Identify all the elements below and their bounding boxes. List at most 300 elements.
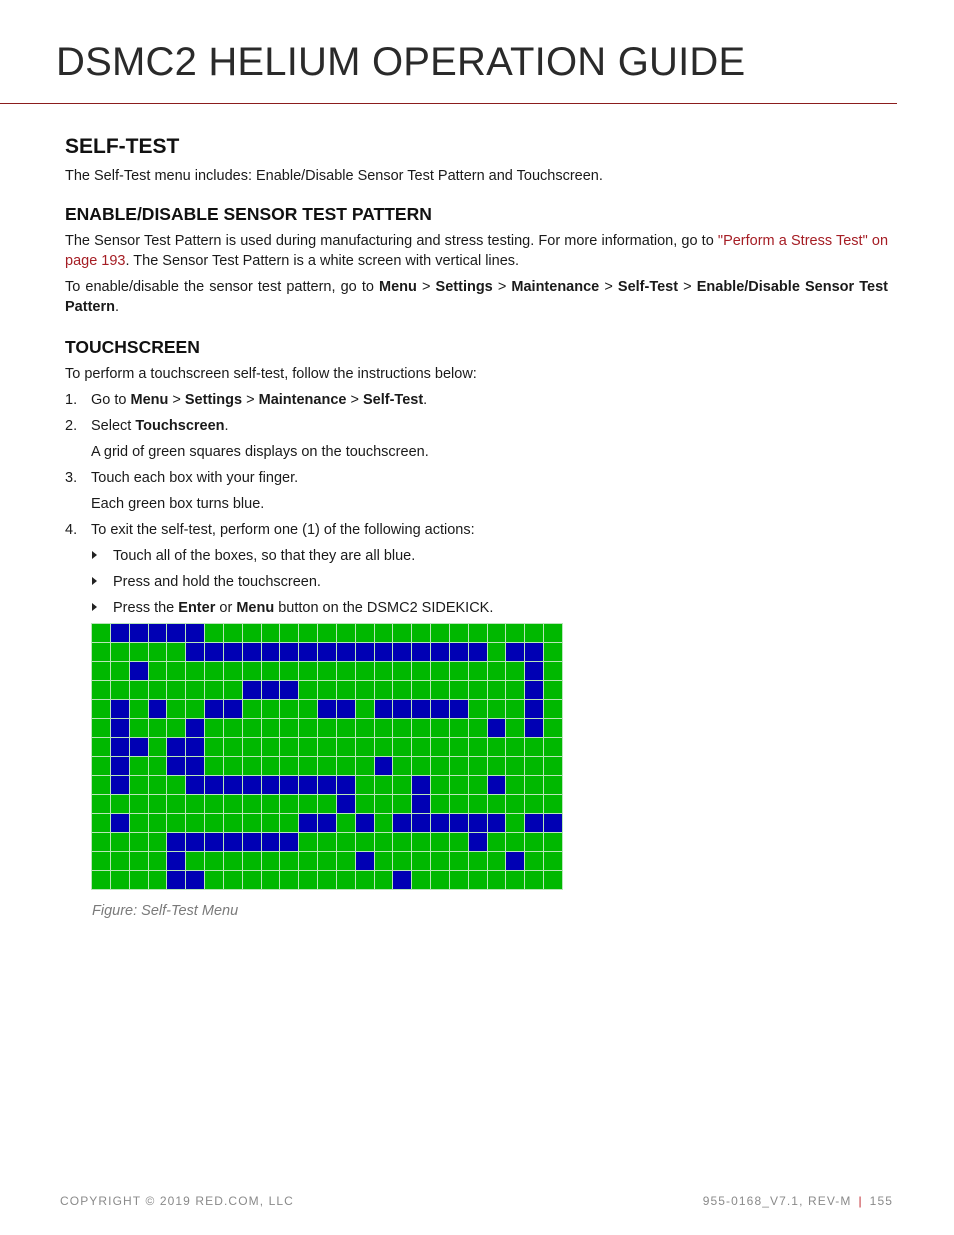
- grid-cell-green: [130, 681, 148, 699]
- grid-cell-blue: [469, 833, 487, 851]
- grid-cell-blue: [167, 757, 185, 775]
- grid-cell-green: [450, 757, 468, 775]
- self-test-grid-figure: [91, 623, 563, 890]
- path-separator: >: [172, 392, 181, 408]
- grid-cell-blue: [393, 814, 411, 832]
- grid-cell-green: [450, 624, 468, 642]
- grid-cell-green: [393, 719, 411, 737]
- grid-cell-green: [488, 833, 506, 851]
- grid-cell-blue: [450, 814, 468, 832]
- grid-cell-green: [149, 871, 167, 889]
- grid-cell-green: [92, 776, 110, 794]
- grid-cell-blue: [149, 700, 167, 718]
- grid-cell-green: [130, 852, 148, 870]
- sensor-pattern-paragraph-2: [65, 277, 888, 317]
- grid-cell-green: [412, 852, 430, 870]
- grid-cell-green: [375, 871, 393, 889]
- grid-cell-green: [205, 719, 223, 737]
- grid-cell-green: [224, 681, 242, 699]
- grid-cell-green: [506, 776, 524, 794]
- grid-cell-green: [280, 814, 298, 832]
- grid-cell-blue: [149, 624, 167, 642]
- grid-cell-green: [337, 719, 355, 737]
- grid-cell-green: [167, 643, 185, 661]
- grid-cell-green: [412, 871, 430, 889]
- grid-cell-green: [92, 814, 110, 832]
- grid-cell-green: [488, 624, 506, 642]
- grid-cell-green: [431, 738, 449, 756]
- grid-cell-green: [299, 757, 317, 775]
- grid-cell-green: [544, 700, 562, 718]
- grid-cell-green: [356, 871, 374, 889]
- grid-cell-green: [224, 624, 242, 642]
- grid-cell-green: [224, 738, 242, 756]
- path-separator: >: [604, 279, 613, 295]
- grid-cell-green: [92, 643, 110, 661]
- grid-cell-green: [469, 795, 487, 813]
- grid-cell-green: [111, 662, 129, 680]
- grid-cell-blue: [205, 700, 223, 718]
- grid-cell-green: [412, 662, 430, 680]
- grid-cell-green: [488, 643, 506, 661]
- step-number: 4.: [65, 522, 78, 538]
- grid-cell-blue: [243, 643, 261, 661]
- grid-cell-green: [186, 681, 204, 699]
- grid-cell-blue: [450, 700, 468, 718]
- grid-cell-green: [167, 814, 185, 832]
- grid-cell-blue: [280, 833, 298, 851]
- grid-cell-green: [299, 719, 317, 737]
- grid-cell-blue: [111, 624, 129, 642]
- grid-cell-green: [224, 795, 242, 813]
- grid-cell-blue: [130, 662, 148, 680]
- grid-cell-green: [356, 738, 374, 756]
- grid-cell-green: [205, 757, 223, 775]
- stress-test-link[interactable]: "Perform a Stress Test" on page 193: [65, 233, 889, 269]
- grid-cell-green: [488, 795, 506, 813]
- grid-cell-blue: [450, 643, 468, 661]
- grid-cell-green: [299, 700, 317, 718]
- grid-cell-green: [337, 833, 355, 851]
- grid-cell-blue: [111, 814, 129, 832]
- grid-cell-green: [544, 871, 562, 889]
- grid-cell-blue: [525, 719, 543, 737]
- grid-cell-green: [92, 833, 110, 851]
- grid-cell-green: [431, 624, 449, 642]
- grid-cell-green: [262, 795, 280, 813]
- grid-cell-green: [431, 681, 449, 699]
- step-text: Touch each box with your finger.: [91, 470, 299, 486]
- grid-cell-blue: [167, 833, 185, 851]
- grid-cell-green: [149, 757, 167, 775]
- bullet-triangle-icon: [92, 551, 97, 559]
- grid-cell-green: [262, 757, 280, 775]
- grid-cell-blue: [356, 643, 374, 661]
- section-title: SELF-TEST: [65, 135, 180, 158]
- grid-cell-blue: [280, 776, 298, 794]
- grid-cell-blue: [412, 700, 430, 718]
- grid-cell-green: [92, 681, 110, 699]
- grid-cell-blue: [469, 814, 487, 832]
- grid-cell-green: [262, 871, 280, 889]
- step-text: Go to: [91, 392, 131, 408]
- grid-cell-green: [506, 700, 524, 718]
- grid-cell-green: [375, 833, 393, 851]
- grid-cell-green: [544, 643, 562, 661]
- grid-cell-green: [205, 624, 223, 642]
- grid-cell-green: [299, 738, 317, 756]
- grid-cell-green: [299, 662, 317, 680]
- enable-disable-label: Enable/Disable Sensor Test Pattern: [65, 279, 888, 315]
- grid-cell-blue: [186, 871, 204, 889]
- maintenance-label: Maintenance: [258, 392, 347, 408]
- grid-cell-green: [224, 719, 242, 737]
- grid-cell-green: [130, 814, 148, 832]
- step-number: 3.: [65, 470, 78, 486]
- period: .: [423, 392, 428, 408]
- grid-cell-green: [469, 662, 487, 680]
- grid-cell-green: [149, 776, 167, 794]
- grid-cell-blue: [130, 738, 148, 756]
- grid-cell-blue: [393, 700, 411, 718]
- grid-cell-green: [525, 833, 543, 851]
- main-content: [65, 135, 888, 624]
- grid-cell-green: [299, 871, 317, 889]
- step-item: [65, 468, 888, 514]
- grid-cell-green: [488, 700, 506, 718]
- grid-cell-green: [337, 871, 355, 889]
- grid-cell-green: [488, 852, 506, 870]
- grid-cell-green: [506, 833, 524, 851]
- grid-cell-green: [450, 833, 468, 851]
- grid-cell-blue: [318, 643, 336, 661]
- grid-cell-blue: [525, 643, 543, 661]
- grid-cell-green: [450, 662, 468, 680]
- grid-cell-green: [149, 643, 167, 661]
- grid-cell-green: [544, 795, 562, 813]
- grid-cell-blue: [243, 776, 261, 794]
- grid-cell-green: [469, 681, 487, 699]
- grid-cell-green: [92, 700, 110, 718]
- grid-cell-green: [92, 757, 110, 775]
- grid-cell-green: [92, 738, 110, 756]
- grid-cell-green: [167, 681, 185, 699]
- grid-cell-green: [525, 871, 543, 889]
- grid-cell-green: [337, 662, 355, 680]
- grid-cell-green: [506, 814, 524, 832]
- grid-cell-green: [412, 681, 430, 699]
- grid-cell-green: [186, 852, 204, 870]
- grid-cell-green: [337, 681, 355, 699]
- touchscreen-heading: TOUCHSCREEN: [65, 337, 200, 357]
- grid-cell-green: [111, 643, 129, 661]
- grid-cell-blue: [412, 776, 430, 794]
- grid-cell-green: [318, 662, 336, 680]
- grid-cell-green: [130, 871, 148, 889]
- grid-cell-green: [488, 871, 506, 889]
- path-separator: >: [683, 279, 692, 295]
- grid-cell-blue: [431, 643, 449, 661]
- grid-cell-blue: [111, 700, 129, 718]
- path-separator: >: [497, 279, 507, 295]
- grid-cell-blue: [262, 833, 280, 851]
- grid-cell-green: [450, 719, 468, 737]
- grid-cell-green: [337, 757, 355, 775]
- grid-cell-green: [243, 757, 261, 775]
- grid-cell-green: [544, 738, 562, 756]
- grid-cell-green: [318, 624, 336, 642]
- footer-copyright: COPYRIGHT © 2019 RED.COM, LLC: [60, 1194, 294, 1208]
- grid-cell-blue: [431, 814, 449, 832]
- step-result: A grid of green squares displays on the touchscreen.: [91, 444, 429, 460]
- grid-cell-blue: [130, 624, 148, 642]
- grid-cell-green: [375, 795, 393, 813]
- grid-cell-green: [450, 681, 468, 699]
- grid-cell-green: [262, 662, 280, 680]
- grid-cell-green: [412, 738, 430, 756]
- grid-cell-green: [544, 719, 562, 737]
- grid-cell-green: [506, 871, 524, 889]
- grid-cell-green: [412, 719, 430, 737]
- grid-cell-green: [205, 795, 223, 813]
- step-result: Each green box turns blue.: [91, 496, 265, 512]
- grid-cell-blue: [299, 814, 317, 832]
- touchscreen-intro: To perform a touchscreen self-test, follow the instructions below:: [65, 366, 477, 382]
- grid-cell-green: [544, 624, 562, 642]
- grid-cell-green: [262, 738, 280, 756]
- grid-cell-green: [506, 795, 524, 813]
- grid-cell-blue: [186, 719, 204, 737]
- grid-cell-blue: [488, 814, 506, 832]
- grid-cell-green: [92, 795, 110, 813]
- maintenance-label: Maintenance: [511, 279, 600, 295]
- grid-cell-green: [280, 852, 298, 870]
- bullet-text: or: [215, 600, 237, 616]
- grid-cell-green: [469, 700, 487, 718]
- grid-cell-green: [149, 814, 167, 832]
- grid-cell-green: [488, 757, 506, 775]
- touchscreen-steps: [65, 390, 888, 618]
- title-divider: [0, 103, 897, 104]
- grid-cell-green: [431, 662, 449, 680]
- grid-cell-green: [412, 833, 430, 851]
- grid-cell-green: [393, 681, 411, 699]
- grid-cell-green: [544, 662, 562, 680]
- grid-cell-green: [431, 795, 449, 813]
- grid-cell-green: [506, 662, 524, 680]
- grid-cell-blue: [262, 681, 280, 699]
- footer-doc-info: [703, 1194, 893, 1208]
- grid-cell-blue: [337, 776, 355, 794]
- grid-cell-green: [525, 776, 543, 794]
- grid-cell-blue: [186, 776, 204, 794]
- grid-cell-green: [167, 795, 185, 813]
- path-separator: >: [246, 392, 255, 408]
- grid-cell-green: [205, 814, 223, 832]
- grid-cell-green: [375, 852, 393, 870]
- grid-cell-green: [243, 852, 261, 870]
- grid-cell-green: [431, 833, 449, 851]
- sensor-pattern-heading: ENABLE/DISABLE SENSOR TEST PATTERN: [65, 204, 432, 224]
- grid-cell-green: [92, 624, 110, 642]
- grid-cell-blue: [337, 795, 355, 813]
- grid-cell-green: [431, 776, 449, 794]
- grid-cell-green: [111, 833, 129, 851]
- grid-cell-blue: [186, 833, 204, 851]
- grid-cell-blue: [186, 738, 204, 756]
- grid-cell-green: [393, 738, 411, 756]
- grid-cell-green: [149, 681, 167, 699]
- document-id: 955-0168_V7.1, REV-M: [702, 1194, 852, 1208]
- grid-cell-blue: [224, 776, 242, 794]
- grid-cell-green: [167, 776, 185, 794]
- grid-cell-green: [375, 719, 393, 737]
- grid-cell-green: [469, 871, 487, 889]
- grid-cell-green: [262, 624, 280, 642]
- grid-cell-green: [356, 662, 374, 680]
- grid-cell-blue: [111, 776, 129, 794]
- grid-cell-green: [205, 738, 223, 756]
- grid-cell-blue: [431, 700, 449, 718]
- grid-cell-green: [318, 757, 336, 775]
- self-test-label: Self-Test: [363, 392, 424, 408]
- grid-cell-blue: [205, 833, 223, 851]
- grid-cell-blue: [356, 852, 374, 870]
- grid-cell-blue: [412, 643, 430, 661]
- grid-cell-blue: [224, 833, 242, 851]
- grid-cell-blue: [469, 643, 487, 661]
- grid-cell-blue: [186, 757, 204, 775]
- grid-cell-green: [337, 624, 355, 642]
- grid-cell-green: [280, 795, 298, 813]
- grid-cell-blue: [318, 814, 336, 832]
- grid-cell-blue: [488, 719, 506, 737]
- grid-cell-blue: [167, 624, 185, 642]
- grid-cell-blue: [243, 681, 261, 699]
- grid-cell-green: [243, 700, 261, 718]
- grid-cell-green: [299, 624, 317, 642]
- grid-cell-green: [450, 738, 468, 756]
- bullet-triangle-icon: [92, 577, 97, 585]
- grid-cell-green: [243, 662, 261, 680]
- grid-cell-green: [431, 757, 449, 775]
- grid-cell-green: [243, 624, 261, 642]
- grid-cell-green: [544, 681, 562, 699]
- grid-cell-green: [431, 852, 449, 870]
- grid-cell-green: [111, 795, 129, 813]
- grid-cell-green: [262, 852, 280, 870]
- grid-cell-green: [280, 719, 298, 737]
- grid-cell-green: [224, 662, 242, 680]
- grid-cell-blue: [224, 700, 242, 718]
- grid-cell-green: [375, 681, 393, 699]
- step-text: Select: [91, 418, 136, 434]
- grid-cell-green: [450, 852, 468, 870]
- grid-cell-blue: [525, 681, 543, 699]
- grid-cell-blue: [111, 738, 129, 756]
- step-item: [65, 416, 888, 462]
- grid-cell-green: [280, 624, 298, 642]
- grid-cell-green: [356, 700, 374, 718]
- grid-cell-green: [356, 681, 374, 699]
- grid-cell-green: [469, 776, 487, 794]
- grid-cell-blue: [393, 871, 411, 889]
- page-number: 155: [869, 1194, 893, 1208]
- grid-cell-green: [375, 814, 393, 832]
- bullet-text: Press and hold the touchscreen.: [113, 574, 321, 590]
- footer-separator: |: [858, 1194, 863, 1208]
- grid-cell-green: [375, 738, 393, 756]
- grid-cell-green: [356, 795, 374, 813]
- sensor-pattern-paragraph-1: [65, 231, 888, 271]
- grid-cell-green: [525, 624, 543, 642]
- grid-cell-green: [111, 871, 129, 889]
- grid-cell-green: [431, 719, 449, 737]
- grid-cell-green: [262, 814, 280, 832]
- paragraph-text: The Sensor Test Pattern is used during manufacturing and stress testing. For more information, go to: [65, 233, 718, 249]
- grid-cell-green: [506, 624, 524, 642]
- grid-cell-green: [318, 852, 336, 870]
- grid-cell-green: [544, 852, 562, 870]
- grid-cell-green: [412, 757, 430, 775]
- grid-cell-green: [318, 795, 336, 813]
- grid-cell-green: [450, 795, 468, 813]
- grid-cell-blue: [280, 681, 298, 699]
- grid-cell-green: [243, 795, 261, 813]
- grid-cell-green: [506, 719, 524, 737]
- grid-cell-green: [280, 700, 298, 718]
- grid-cell-green: [318, 871, 336, 889]
- grid-cell-green: [262, 719, 280, 737]
- grid-cell-blue: [412, 795, 430, 813]
- grid-cell-green: [469, 624, 487, 642]
- grid-cell-green: [488, 738, 506, 756]
- grid-cell-green: [544, 833, 562, 851]
- grid-cell-green: [488, 681, 506, 699]
- enter-label: Enter: [178, 600, 216, 616]
- grid-cell-green: [280, 871, 298, 889]
- grid-cell-green: [243, 738, 261, 756]
- grid-cell-green: [224, 814, 242, 832]
- grid-cell-blue: [299, 643, 317, 661]
- grid-cell-green: [92, 719, 110, 737]
- grid-cell-green: [393, 662, 411, 680]
- grid-cell-blue: [111, 719, 129, 737]
- section-intro: The Self-Test menu includes: Enable/Disable Sensor Test Pattern and Touchscreen.: [65, 168, 603, 184]
- grid-cell-green: [393, 757, 411, 775]
- grid-cell-blue: [506, 852, 524, 870]
- grid-cell-green: [186, 700, 204, 718]
- grid-cell-green: [469, 719, 487, 737]
- grid-cell-green: [130, 719, 148, 737]
- grid-cell-green: [318, 738, 336, 756]
- grid-cell-green: [393, 795, 411, 813]
- grid-cell-green: [506, 738, 524, 756]
- grid-cell-blue: [318, 776, 336, 794]
- grid-cell-green: [450, 871, 468, 889]
- grid-cell-blue: [111, 757, 129, 775]
- grid-cell-green: [130, 833, 148, 851]
- bullet-item: [91, 572, 888, 592]
- grid-cell-green: [375, 776, 393, 794]
- grid-cell-blue: [186, 643, 204, 661]
- grid-cell-green: [149, 833, 167, 851]
- step-number: 2.: [65, 418, 78, 434]
- grid-cell-green: [318, 681, 336, 699]
- grid-cell-blue: [280, 643, 298, 661]
- figure-caption: Figure: Self-Test Menu: [92, 903, 239, 919]
- bullet-item: [91, 546, 888, 566]
